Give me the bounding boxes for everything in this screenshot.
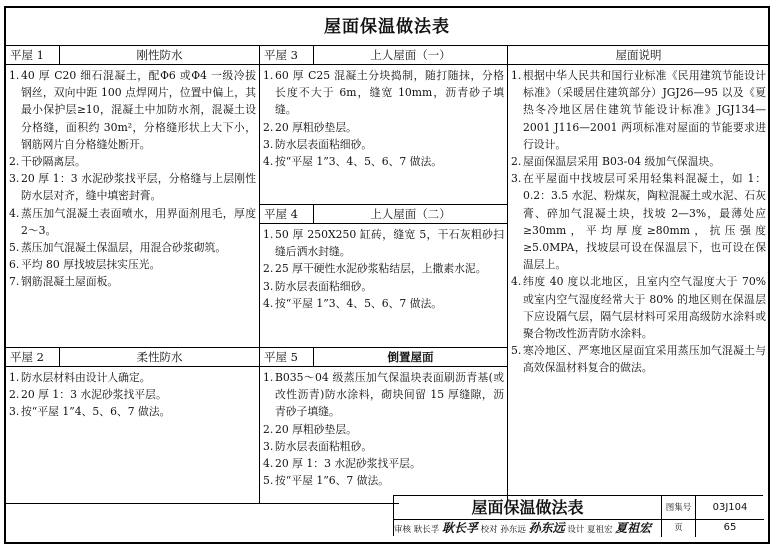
design-label: 设计 xyxy=(567,525,585,535)
item-number: 5. xyxy=(511,344,522,358)
item-text: 蒸压加气混凝土表面喷水，用界面剂甩毛，厚度 2～3。 xyxy=(21,206,256,237)
divider xyxy=(6,503,399,504)
item-text: 防水层表面粘粗砂。 xyxy=(275,439,373,453)
section-header xyxy=(6,46,259,65)
section-code: 平屋 1 xyxy=(6,46,60,64)
item-text: 25 厚干硬性水泥砂浆粘结层，上撒素水泥。 xyxy=(275,262,487,276)
page-number: 65 xyxy=(723,522,737,533)
item-text: 干砂隔离层。 xyxy=(21,155,86,169)
item-text: 寒冷地区、严寒地区屋面宜采用蒸压加气混凝土与高效保温材料复合的做法。 xyxy=(523,344,766,375)
item-text: B035～04 级蒸压加气保温块表面刷沥青基(或改性沥青)防水涂料，砌块间留 15 厚缝隙，沥青砂子填缝。 xyxy=(275,371,504,419)
section-name: 刚性防水 xyxy=(136,48,183,62)
item-text: 钢筋混凝土屋面板。 xyxy=(21,275,119,289)
item-number: 2. xyxy=(263,120,274,134)
item-text: 平均 80 厚找坡层抹实压光。 xyxy=(21,258,161,272)
item-number: 1. xyxy=(263,69,274,82)
item-text: 20 厚 1：3 水泥砂浆找平层，分格缝与上层刚性防水层对齐，缝中填密封膏。 xyxy=(21,172,256,203)
section-name: 屋面说明 xyxy=(615,48,662,62)
section-code: 平屋 2 xyxy=(6,348,60,366)
item-text: 20 厚粗砂垫层。 xyxy=(275,120,357,134)
item-text: 60 厚 C25 混凝土分块捣制，随打随抹，分格长度不大于 6m，缝宽 10mm，沥青砂子填缝。 xyxy=(275,69,504,117)
section-p5 xyxy=(259,348,507,503)
item-number: 4. xyxy=(511,275,522,289)
atlas-number: 03J104 xyxy=(696,496,764,520)
list-item xyxy=(263,67,504,119)
item-text: 在平屋面中找坡层可采用轻集料混凝土，如 1：0.2：3.5 水泥、粉煤灰，陶粒混凝土或水泥、石灰膏、碎加气混凝土块，找坡 2—3%，最薄处应≥30mm，平均厚度≥80mm，抗压强度≥5.0MPA，找坡层可设在保温层下，也可设在保温层上。 xyxy=(523,172,766,272)
item-number: 3. xyxy=(263,279,274,293)
list-item xyxy=(511,273,766,342)
item-text: 50 厚 250X250 缸砖，缝宽 5，干石灰粗砂扫缝后洒水封缝。 xyxy=(275,228,504,259)
signature-row xyxy=(394,520,662,537)
section-header xyxy=(260,205,507,224)
section-code: 平屋 3 xyxy=(260,46,314,64)
list-item xyxy=(263,455,504,472)
item-text: 防水层材料由设计人确定。 xyxy=(21,371,151,384)
item-list xyxy=(263,369,504,489)
list-item xyxy=(9,239,256,256)
item-list xyxy=(511,67,766,377)
item-number: 5. xyxy=(9,241,20,255)
list-item xyxy=(263,153,504,170)
item-text: 按“平屋 1”3、4、5、6、7 做法。 xyxy=(275,155,443,169)
section-name: 倒置屋面 xyxy=(387,350,434,364)
item-text: 20 厚 1：3 水泥砂浆找平层。 xyxy=(21,388,167,402)
section-code: 平屋 5 xyxy=(260,348,314,366)
section-p1 xyxy=(6,46,259,347)
list-item xyxy=(9,273,256,290)
list-item xyxy=(263,295,504,312)
reviewer-name: 耿长孚 xyxy=(413,525,440,535)
item-list xyxy=(263,67,504,170)
check-label: 校对 xyxy=(480,525,498,535)
item-number: 4. xyxy=(9,206,20,220)
designer-signature: 夏祖宏 xyxy=(615,521,652,535)
list-item xyxy=(9,153,256,170)
title-block-title: 屋面保温做法表 xyxy=(394,496,662,520)
drawing-frame xyxy=(4,6,770,544)
section-header xyxy=(6,348,259,367)
item-number: 2. xyxy=(263,422,274,436)
section-code: 平屋 4 xyxy=(260,205,314,223)
list-item xyxy=(9,205,256,239)
list-item xyxy=(511,153,766,170)
atlas-label: 图集号 xyxy=(662,496,696,520)
checker-name: 孙东远 xyxy=(500,525,526,535)
list-item xyxy=(511,170,766,273)
list-item xyxy=(263,369,504,421)
section-name: 上人屋面（一） xyxy=(370,48,451,62)
list-item xyxy=(263,119,504,136)
item-text: 屋面保温层采用 B03-04 级加气保温块。 xyxy=(523,155,721,169)
item-number: 2. xyxy=(9,388,20,402)
item-text: 根据中华人民共和国行业标准《民用建筑节能设计标准》（采暖居住建筑部分）JGJ26—95 以及《夏热冬冷地区居住建筑节能设计标准》JGJ134—2001 J116—2001 两项标准对屋面的节能要求进行设计。 xyxy=(523,69,766,151)
checker-signature: 孙东远 xyxy=(528,521,565,535)
item-number: 3. xyxy=(9,172,20,186)
item-number: 4. xyxy=(263,457,274,471)
item-number: 1. xyxy=(263,228,274,241)
title-block xyxy=(393,495,763,536)
item-number: 7. xyxy=(9,275,20,289)
item-number: 1. xyxy=(9,69,20,82)
item-text: 防水层表面粘细砂。 xyxy=(275,279,373,293)
section-notes xyxy=(507,46,769,503)
list-item xyxy=(263,136,504,153)
item-text: 20 厚粗砂垫层。 xyxy=(275,422,357,436)
item-text: 蒸压加气混凝土保温层，用混合砂浆砌筑。 xyxy=(21,241,227,255)
list-item xyxy=(263,226,504,260)
section-header xyxy=(508,46,769,65)
list-item xyxy=(263,438,504,455)
list-item xyxy=(9,403,256,420)
designer-name: 夏祖宏 xyxy=(587,525,613,535)
item-text: 按“平屋 1”4、5、6、7 做法。 xyxy=(21,405,171,419)
section-p2 xyxy=(6,348,259,503)
item-number: 2. xyxy=(9,155,20,169)
list-item xyxy=(263,421,504,438)
item-text: 按“平屋 1”6、7 做法。 xyxy=(275,474,390,488)
section-header xyxy=(260,46,507,65)
item-text: 40 厚 C20 细石混凝土，配Φ6 或Φ4 一级冷拔钢丝，双向中距 100 点焊网片，位置中偏上，其最小保护层≥10，混凝土中加防水剂，混凝土设分格缝，面积约 30m²，分格缝形状上大下小，钢筋网片自分格缝处断开。 xyxy=(21,69,256,151)
item-text: 纬度 40 度以北地区，且室内空气湿度大于 70% 或室内空气湿度经常大于 80% 的地区则在保温层下应设隔气层，隔气层材料可采用高级防水涂料或聚合物改性沥青防水涂料。 xyxy=(523,275,766,341)
item-number: 3. xyxy=(263,439,274,453)
section-name: 柔性防水 xyxy=(136,350,183,364)
item-number: 4. xyxy=(263,296,274,310)
list-item xyxy=(9,170,256,204)
item-number: 3. xyxy=(263,137,274,151)
item-number: 2. xyxy=(263,262,274,276)
item-number: 3. xyxy=(511,172,522,186)
item-text: 按“平屋 1”3、4、5、6、7 做法。 xyxy=(275,296,443,310)
page-label: 页 xyxy=(662,520,696,537)
list-item xyxy=(9,256,256,273)
item-list xyxy=(9,67,256,291)
list-item xyxy=(511,67,766,153)
list-item xyxy=(9,369,256,386)
page-title: 屋面保温做法表 xyxy=(6,8,768,46)
item-text: 20 厚 1：3 水泥砂浆找平层。 xyxy=(275,457,421,471)
list-item xyxy=(511,342,766,376)
list-item xyxy=(9,67,256,153)
list-item xyxy=(263,472,504,489)
item-number: 3. xyxy=(9,405,20,419)
section-p4 xyxy=(259,205,507,347)
item-number: 2. xyxy=(511,155,522,169)
list-item xyxy=(263,278,504,295)
item-number: 1. xyxy=(263,371,274,384)
section-p3 xyxy=(259,46,507,204)
item-text: 防水层表面粘细砂。 xyxy=(275,137,373,151)
section-name: 上人屋面（二） xyxy=(370,207,451,221)
reviewer-signature: 耿长孚 xyxy=(441,521,478,535)
section-header xyxy=(260,348,507,367)
review-label: 审核 xyxy=(394,525,412,535)
item-list xyxy=(9,369,256,421)
item-number: 5. xyxy=(263,474,274,488)
item-number: 1. xyxy=(511,69,522,82)
item-list xyxy=(263,226,504,312)
item-number: 1. xyxy=(9,371,20,384)
item-number: 6. xyxy=(9,258,20,272)
list-item xyxy=(9,386,256,403)
item-number: 4. xyxy=(263,155,274,169)
list-item xyxy=(263,260,504,277)
